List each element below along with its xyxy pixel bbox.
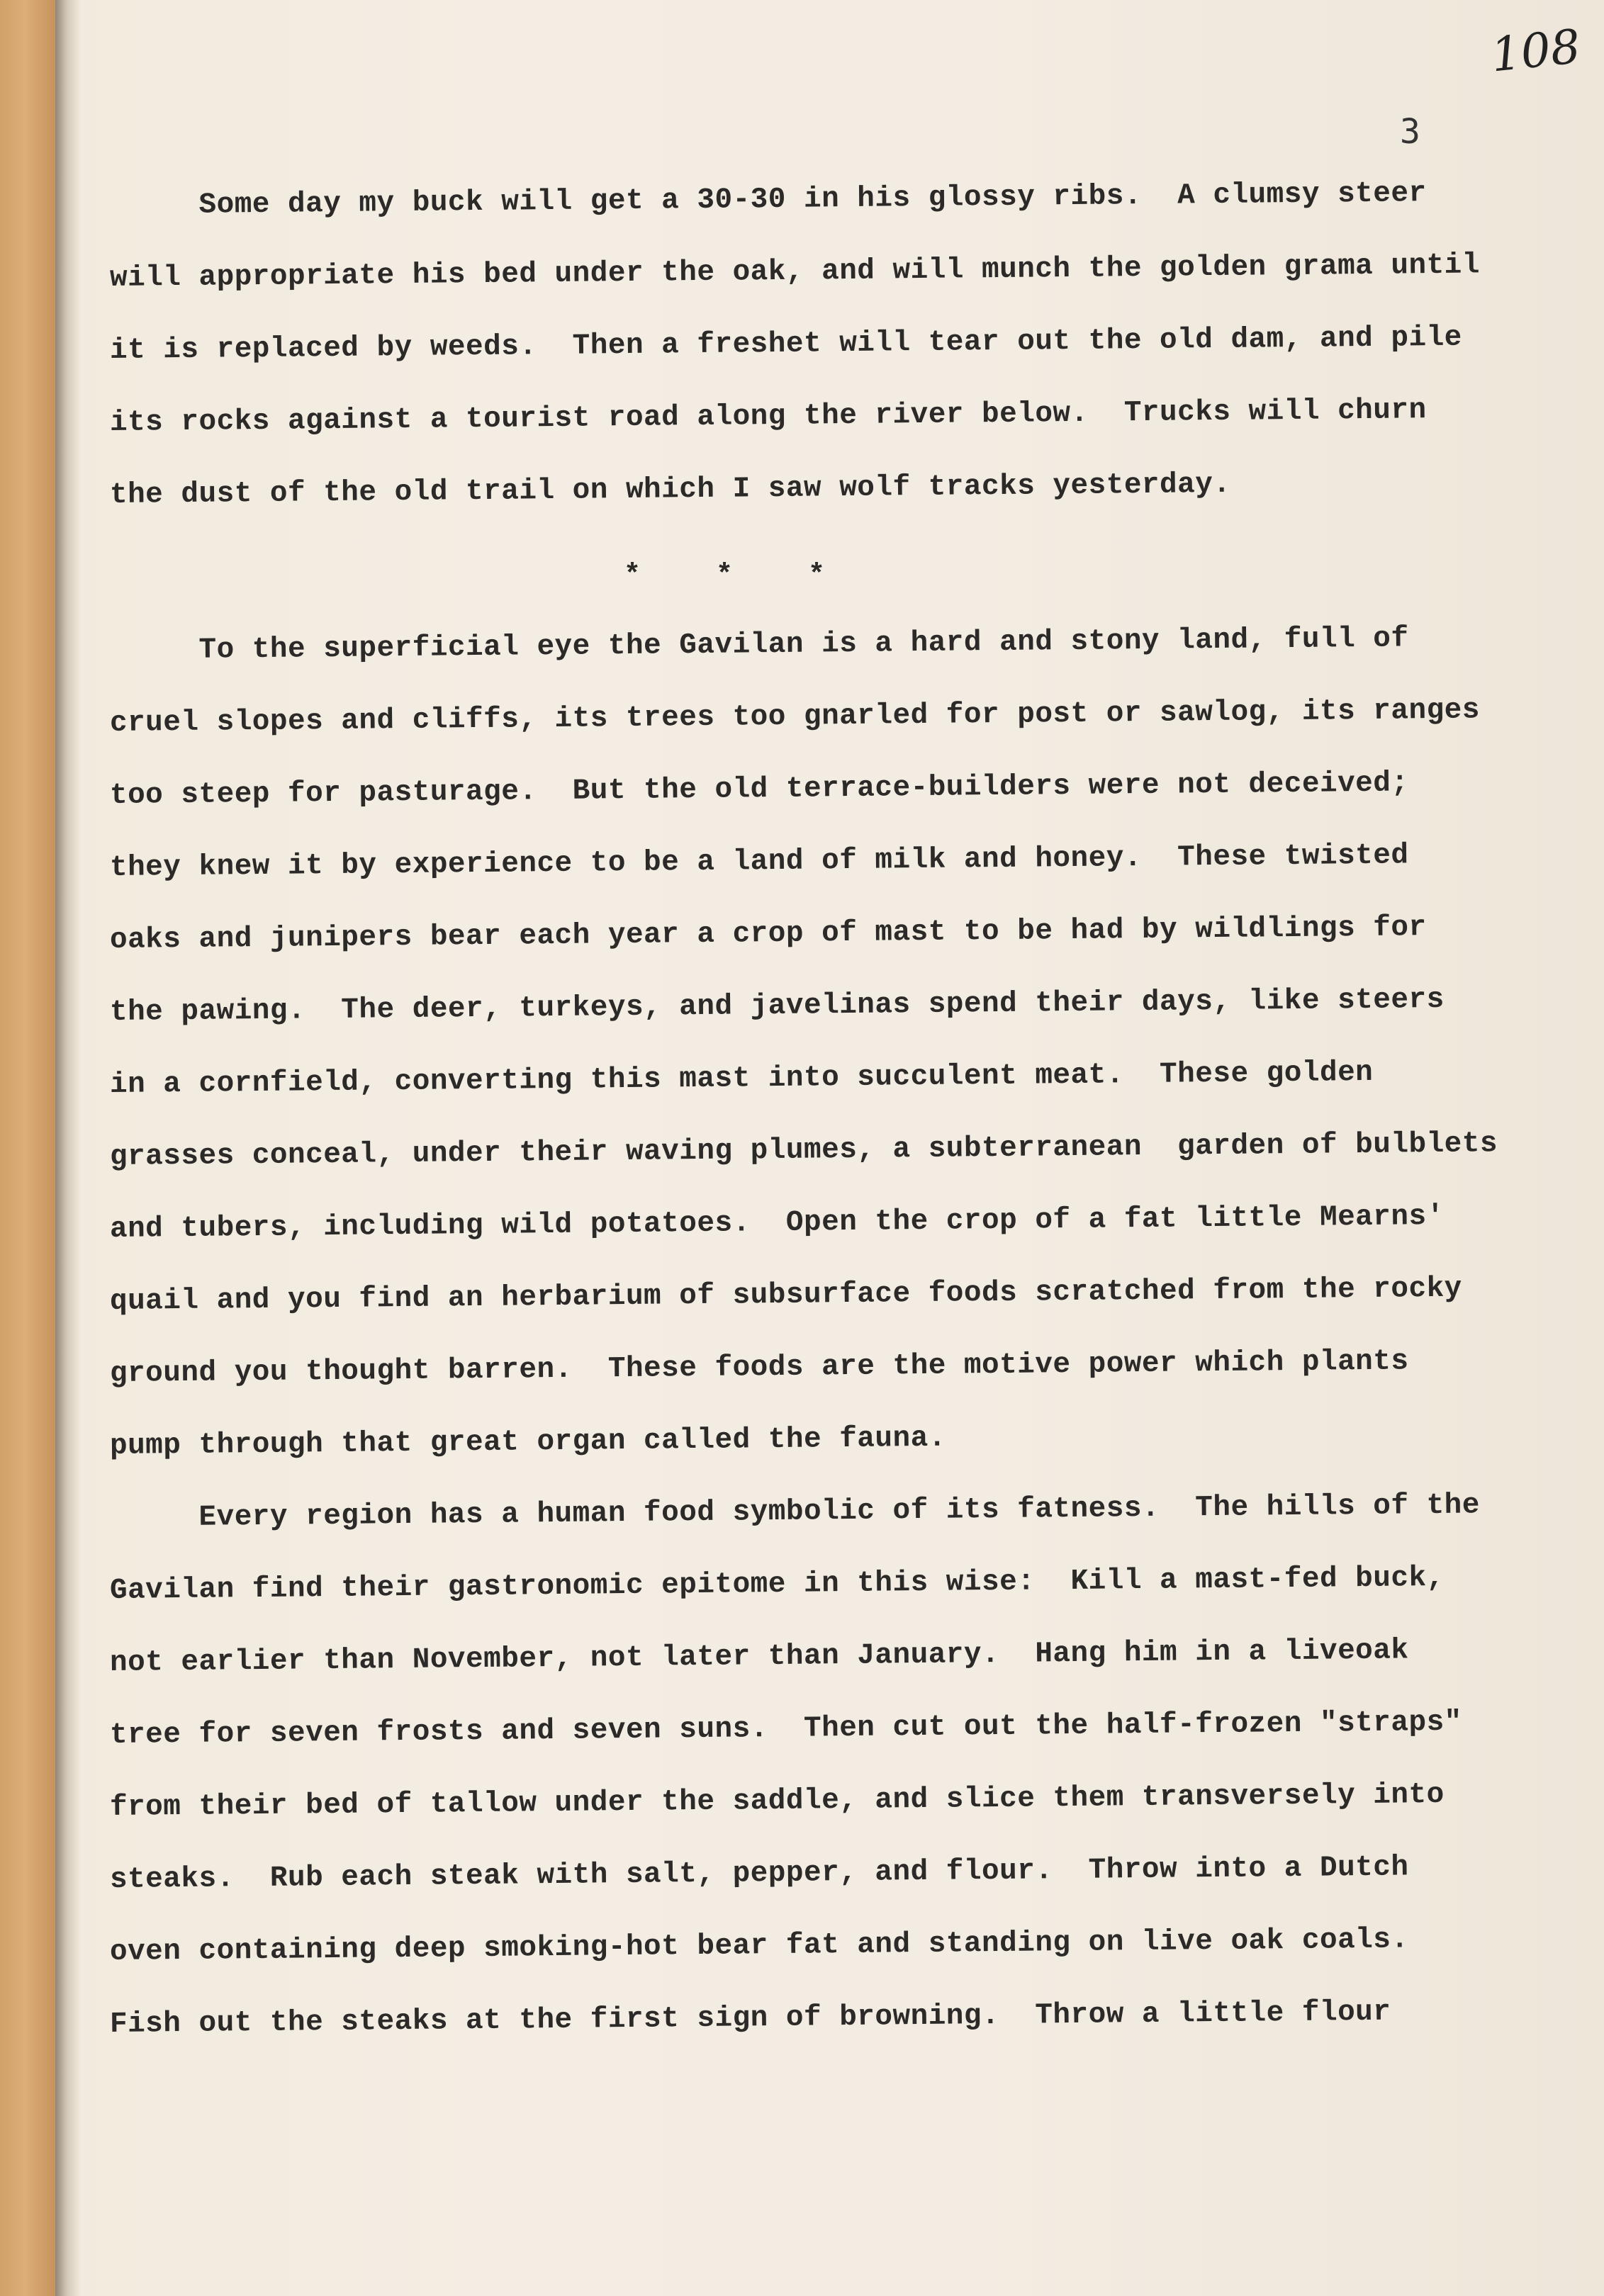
text-line: tree for seven frosts and seven suns. Then cut out the half-frozen "straps" [109,1706,1463,1752]
text-line: To the superficial eye the Gavilan is a hard and stony land, full of [109,622,1409,668]
text-line: Some day my buck will get a 30-30 in his glossy ribs. A clumsy steer [109,177,1427,223]
text-line: the pawing. The deer, turkeys, and javelinas spend their days, like steers [109,983,1445,1029]
text-line: too steep for pasturage. But the old terrace-builders were not deceived; [109,767,1409,812]
text-line: will appropriate his bed under the oak, and will munch the golden grama until [109,249,1481,295]
text-line: oven containing deep smoking-hot bear fat and standing on live oak coals. [109,1923,1409,1969]
text-line: cruel slopes and cliffs, its trees too gnarled for post or sawlog, its ranges [109,694,1481,740]
text-line: Every region has a human food symbolic of its fatness. The hills of the [109,1489,1481,1535]
text-line: its rocks against a tourist road along the river below. Trucks will churn [109,394,1427,439]
gutter-shadow [55,0,81,2296]
book-spine-edge [0,0,55,2296]
page-number: 3 [1400,112,1420,152]
text-line: ground you thought barren. These foods are the motive power which plants [109,1345,1409,1390]
text-line: steaks. Rub each steak with salt, pepper, and flour. Throw into a Dutch [109,1851,1409,1896]
text-line: they knew it by experience to be a land of milk and honey. These twisted [109,839,1409,884]
text-line: quail and you find an herbarium of subsurface foods scratched from the rocky [109,1272,1463,1318]
section-separator: * * * [624,560,827,592]
text-line: the dust of the old trail on which I saw wolf tracks yesterday. [109,468,1231,512]
text-line: oaks and junipers bear each year a crop of mast to be had by wildlings for [109,911,1427,957]
handwritten-folio-number: 108 [1488,18,1583,83]
text-line: and tubers, including wild potatoes. Open the crop of a fat little Mearns' [109,1200,1445,1246]
text-line: from their bed of tallow under the saddle, and slice them transversely into [109,1778,1445,1824]
text-line: Gavilan find their gastronomic epitome in this wise: Kill a mast-fed buck, [109,1561,1445,1607]
text-line: it is replaced by weeds. Then a freshet will tear out the old dam, and pile [109,321,1463,367]
text-line: not earlier than November, not later than January. Hang him in a liveoak [109,1634,1409,1679]
text-line: pump through that great organ called the fauna. [109,1422,947,1463]
text-line: grasses conceal, under their waving plumes, a subterranean garden of bulblets [109,1127,1498,1174]
text-line: in a cornfield, converting this mast into succulent meat. These golden [109,1056,1374,1101]
text-line: Fish out the steaks at the first sign of browning. Throw a little flour [109,1996,1391,2041]
